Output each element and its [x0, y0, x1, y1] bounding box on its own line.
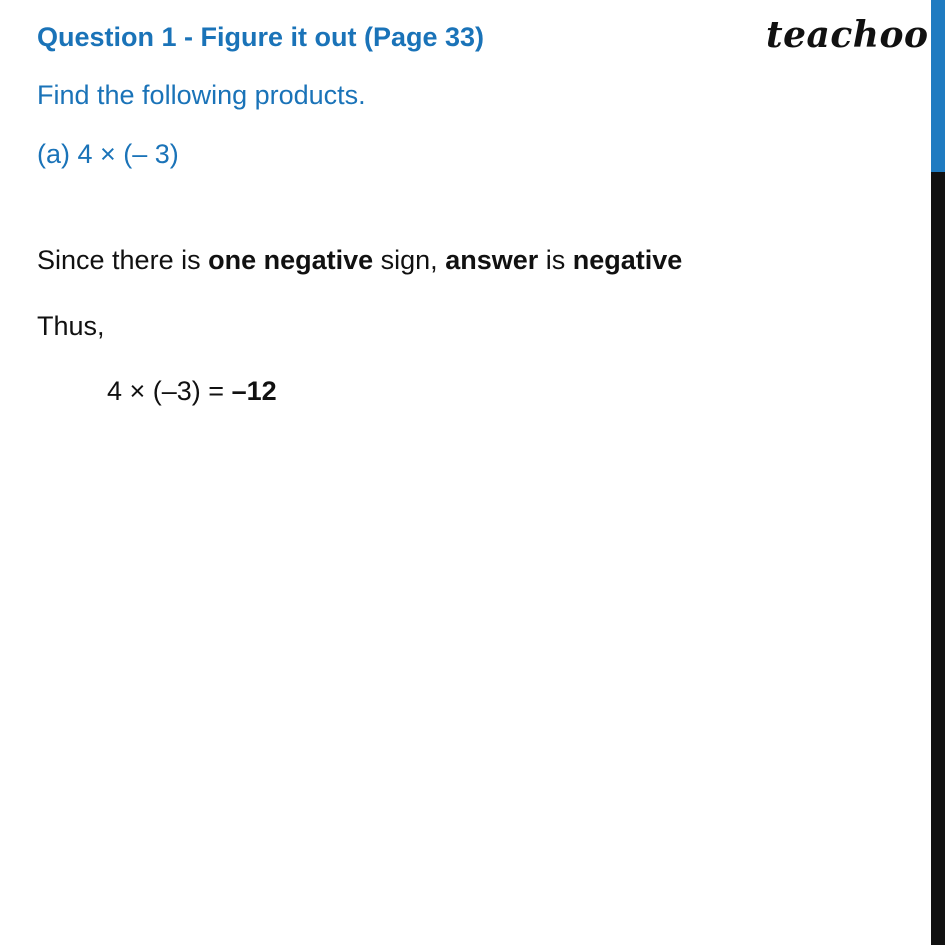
reason-bold-answer: answer: [445, 245, 539, 275]
question-title: Question 1 - Figure it out (Page 33): [37, 22, 485, 52]
equation-lhs: 4 × (–3) =: [107, 376, 232, 406]
equation-result: –12: [231, 376, 277, 406]
question-part-a: (a) 4 × (– 3): [37, 139, 179, 169]
solution-reason: [37, 245, 682, 276]
teachoo-logo: teachoo: [766, 14, 929, 56]
reason-text-1: Since there is: [37, 245, 209, 275]
reason-text-3: is: [538, 245, 573, 275]
question-prompt: Find the following products.: [37, 80, 366, 110]
solution-equation: [107, 376, 277, 407]
scrollbar-thumb[interactable]: [931, 0, 945, 172]
reason-bold-negative: negative: [572, 245, 683, 275]
solution-thus: Thus,: [37, 311, 105, 341]
reason-text-2: sign,: [373, 245, 446, 275]
reason-bold-one-negative: one negative: [208, 245, 374, 275]
